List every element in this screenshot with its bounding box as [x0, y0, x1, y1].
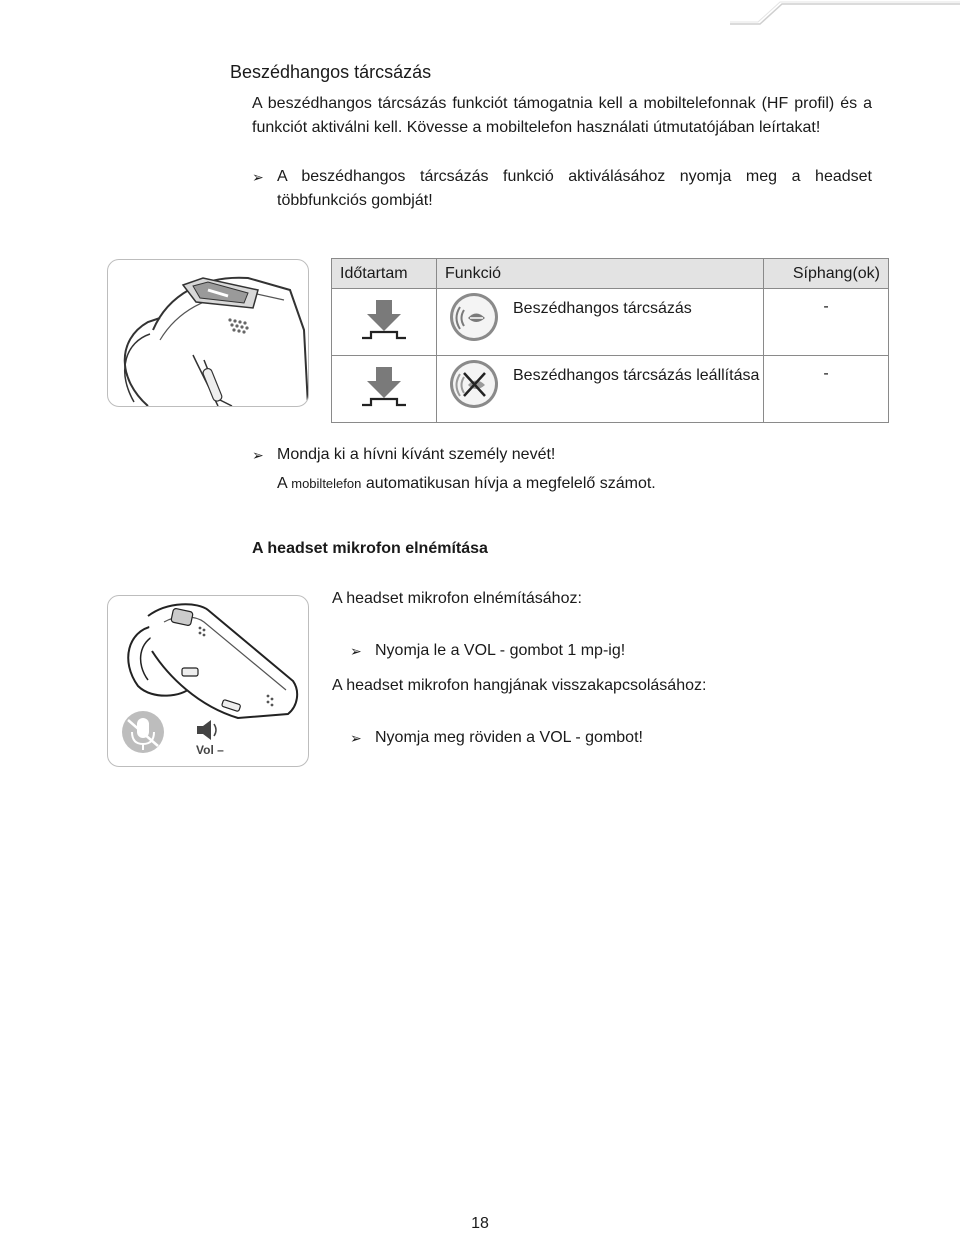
- unmute-label: A headset mikrofon hangjának visszakapcsolásához:: [332, 677, 707, 694]
- bullet-activate-text: A beszédhangos tárcsázás funkció aktiválásához nyomja meg a headset többfunkciós gombját!: [277, 168, 872, 209]
- table-row: [332, 356, 889, 423]
- bullet-arrow-icon: ➢: [350, 643, 362, 659]
- auto-call-prefix: A: [277, 475, 287, 492]
- auto-call-small: mobiltelefon: [291, 476, 362, 491]
- speaker-icon: [197, 720, 216, 740]
- section-title-voice-dial: Beszédhangos tárcsázás: [230, 62, 432, 82]
- bullet-unmute-text: Nyomja meg röviden a VOL - gombot!: [375, 729, 643, 746]
- function-voice-dial-cancel: Beszédhangos tárcsázás leállítása: [513, 367, 760, 384]
- bullet-say-name-text: Mondja ki a hívni kívánt személy nevét!: [277, 446, 556, 463]
- vol-label: Vol –: [196, 743, 224, 757]
- headset-image-vol: [107, 595, 309, 767]
- intro-paragraph: A beszédhangos tárcsázás funkciót támogatnia kell a mobiltelefonnak (HF profil) és a funkciót aktiválni kell. Kövesse a mobiltelefon használati útmutatójában leírtakat!: [252, 95, 872, 136]
- function-table: [331, 258, 889, 423]
- page-number: 18: [471, 1215, 489, 1232]
- headset-illustration-vol: [108, 596, 308, 766]
- bullet-arrow-icon: ➢: [252, 169, 264, 185]
- header-duration: Időtartam: [332, 259, 437, 289]
- duration-cell: [332, 289, 437, 356]
- voice-dial-icon: [443, 291, 505, 343]
- tone-cell: -: [764, 289, 889, 356]
- bullet-arrow-icon: ➢: [350, 730, 362, 746]
- section-title-mute: A headset mikrofon elnémítása: [252, 540, 488, 557]
- page-corner-decoration: [730, 0, 960, 26]
- voice-dial-cancel-icon: [443, 358, 505, 410]
- mute-label: A headset mikrofon elnémításához:: [332, 590, 582, 607]
- bullet-arrow-icon: ➢: [252, 447, 264, 463]
- headset-image-multifunction: [107, 259, 309, 407]
- header-function: Funkció: [437, 259, 764, 289]
- duration-cell: [332, 356, 437, 423]
- press-button-icon: [359, 298, 409, 342]
- bullet-mute-text: Nyomja le a VOL - gombot 1 mp-ig!: [375, 642, 626, 659]
- function-cell: [437, 289, 764, 356]
- table-row: [332, 289, 889, 356]
- tone-cell: -: [764, 356, 889, 423]
- header-tones: Síphang(ok): [764, 259, 889, 289]
- function-voice-dial: Beszédhangos tárcsázás: [513, 300, 692, 317]
- mute-microphone-icon: [122, 711, 164, 753]
- auto-call-rest: automatikusan hívja a megfelelő számot.: [365, 475, 656, 492]
- function-cell: [437, 356, 764, 423]
- press-button-icon: [359, 365, 409, 409]
- headset-illustration: [108, 260, 308, 406]
- auto-call-line: [277, 475, 656, 493]
- table-header-row: [332, 259, 889, 289]
